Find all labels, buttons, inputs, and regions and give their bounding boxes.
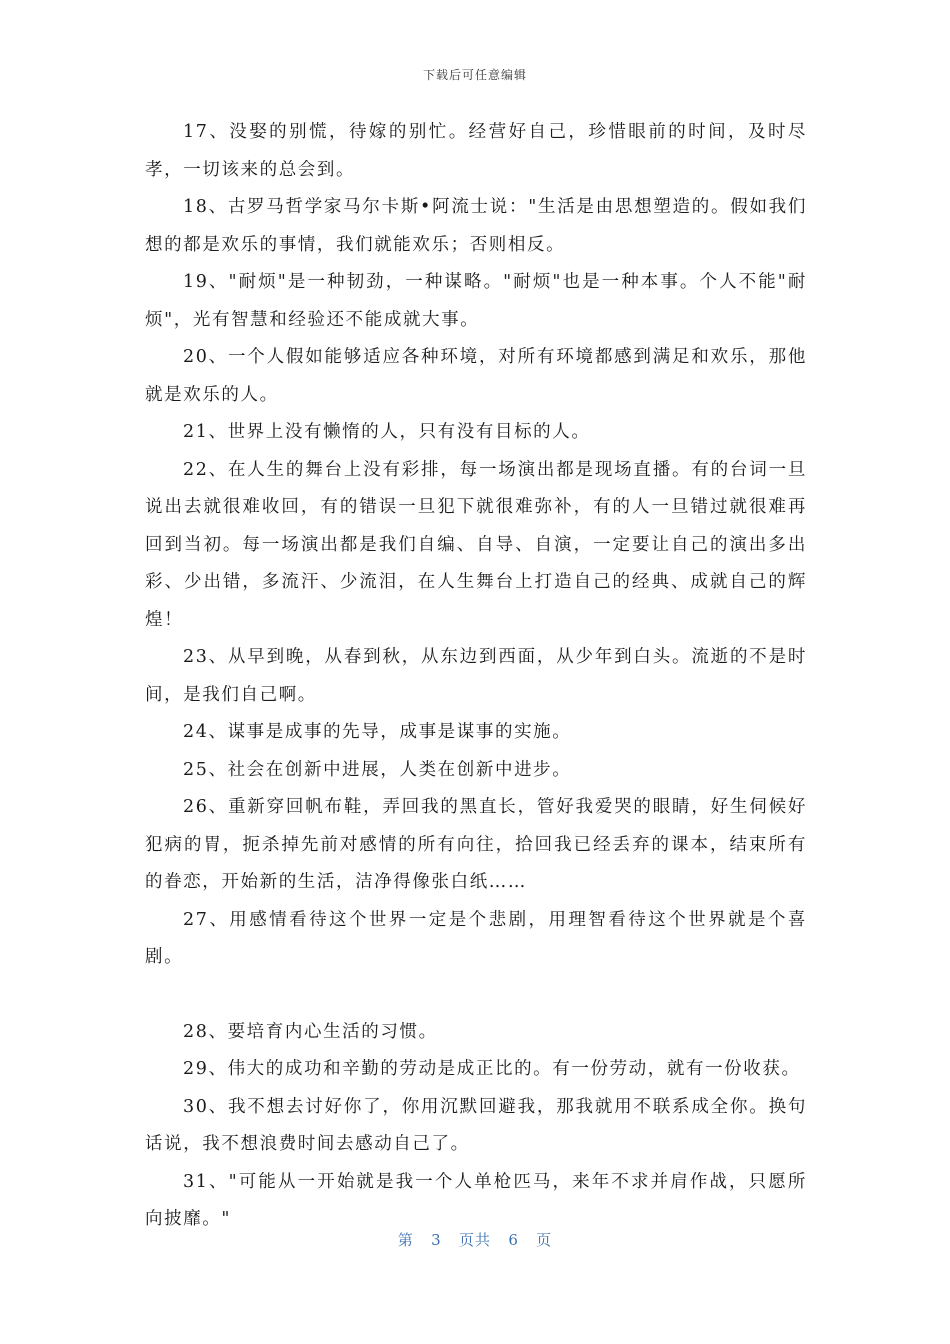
paragraph-18: 18、古罗马哲学家马尔卡斯•阿流士说："生活是由思想塑造的。假如我们想的都是欢乐的事情，我们就能欢乐；否则相反。 xyxy=(145,197,807,255)
paragraph-30: 30、我不想去讨好你了，你用沉默回避我，那我就用不联系成全你。换句话说，我不想浪费时间去感动自己了。 xyxy=(145,1096,807,1154)
paragraph-23: 23、从早到晚，从春到秋，从东边到西面，从少年到白头。流逝的不是时间，是我们自己啊。 xyxy=(145,647,807,705)
paragraph-21: 21、世界上没有懒惰的人，只有没有目标的人。 xyxy=(183,422,591,442)
footer-suffix: 页 xyxy=(536,1231,553,1249)
footer-prefix: 第 xyxy=(397,1231,414,1249)
document-body xyxy=(145,114,807,1239)
paragraph-20: 20、一个人假如能够适应各种环境，对所有环境都感到满足和欢乐，那他就是欢乐的人。 xyxy=(145,347,807,405)
paragraph-25: 25、社会在创新中进展，人类在创新中进步。 xyxy=(183,759,572,780)
footer-current-page: 3 xyxy=(431,1231,442,1249)
footer-middle: 页共 xyxy=(458,1231,491,1249)
paragraph-31: 31、"可能从一开始就是我一个人单枪匹马，来年不求并肩作战，只愿所向披靡。" xyxy=(145,1171,807,1229)
paragraph-24: 24、谋事是成事的先导，成事是谋事的实施。 xyxy=(183,722,572,742)
paragraph-22: 22、在人生的舞台上没有彩排，每一场演出都是现场直播。有的台词一旦说出去就很难收回，有的错误一旦犯下就很难弥补，有的人一旦错过就很难再回到当初。每一场演出都是我们自编、自导、自演，一定要让自己的演出多出彩、少出错，多流汗、少流泪，在人生舞台上打造自己的经典、成就自己的辉煌！ xyxy=(145,459,807,630)
paragraph-17: 17、没娶的别慌，待嫁的别忙。经营好自己，珍惜眼前的时间，及时尽孝，一切该来的总会到。 xyxy=(145,122,807,180)
paragraph-26: 26、重新穿回帆布鞋，弄回我的黑直长，管好我爱哭的眼睛，好生伺候好犯病的胃，扼杀掉先前对感情的所有向往，拾回我已经丢弃的课本，结束所有的眷恋，开始新的生活，洁净得像张白纸…… xyxy=(145,797,807,892)
page-footer xyxy=(0,1229,950,1250)
page-header: 下载后可任意编辑 xyxy=(422,68,527,82)
paragraph-28: 28、要培育内心生活的习惯。 xyxy=(183,1021,438,1042)
paragraph-19: 19、"耐烦"是一种韧劲，一种谋略。"耐烦"也是一种本事。个人不能"耐烦"，光有智慧和经验还不能成就大事。 xyxy=(145,272,807,330)
paragraph-29: 29、伟大的成功和辛勤的劳动是成正比的。有一份劳动，就有一份收获。 xyxy=(183,1059,801,1079)
paragraph-27: 27、用感情看待这个世界一定是个悲剧，用理智看待这个世界就是个喜剧。 xyxy=(145,909,807,967)
footer-total-pages: 6 xyxy=(508,1231,519,1249)
